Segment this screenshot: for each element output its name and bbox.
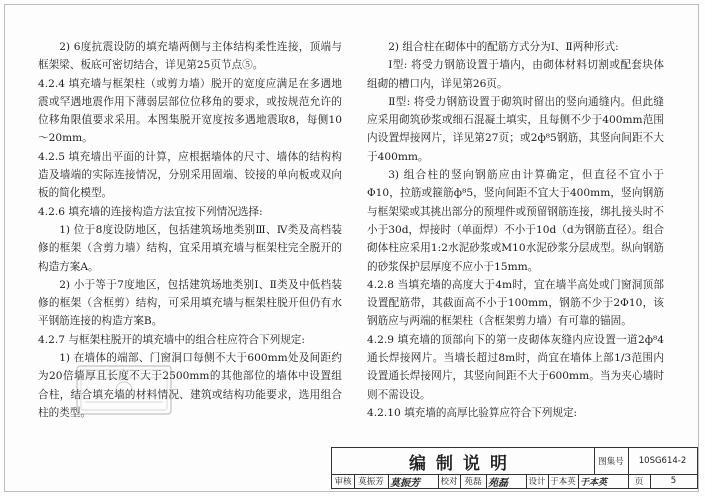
reviewer-name: 莫振芳: [358, 477, 384, 487]
designer-name: 于本英: [550, 477, 576, 487]
atlas-number-label: 图集号: [598, 457, 624, 467]
paragraph-l2: 4.2.5 填充墙出平面的计算，应根据墙体的尺寸、墙体的结构构造及墙端的实际连接情况，分别采用固端、铰接的单向板或双向板的简化模型。: [38, 150, 342, 200]
right-column: [367, 38, 664, 422]
title-block-top-row: [332, 448, 697, 475]
atlas-number: 10SG614-2: [638, 456, 687, 466]
review-label: 审核: [334, 477, 352, 487]
checker-name: 苑磊: [464, 477, 482, 487]
page-label: 页: [634, 477, 644, 487]
title-block: [331, 447, 698, 489]
divider: [578, 474, 579, 488]
paragraph-r0: 2) 组合柱在砌体中的配筋方式分为Ⅰ、Ⅱ两种形式:: [388, 41, 619, 53]
divider: [486, 474, 487, 488]
drawing-title: 编制说明: [409, 453, 517, 474]
page-number: 5: [670, 476, 677, 486]
paragraph-r2: Ⅱ型: 将受力钢筋设置于砌筑时留出的竖向通缝内。但此缝应采用砌筑砂浆或细石混凝土填实，且每侧不少于400mm范围内设置焊接网片，详见第27页；或2ф⁸5钢筋，其竖向间距不大于400mm。: [367, 95, 664, 163]
paragraph-r5: 4.2.9 填充墙的顶部向下的第一皮砌体灰缝内应设置一道2ф⁸4通长焊接网片。当墙长超过8m时，尚宜在墙体上部1/3范围内设置通长焊接网片，其竖向间距不大于600mm。当为夹心墙时则不需设设。: [367, 333, 664, 401]
paragraph-l6: 4.2.7 与框架柱脱开的填充墙中的组合柱应符合下列规定:: [38, 333, 305, 346]
approval-stamp-icon: [75, 364, 173, 416]
check-label: 校对: [440, 477, 458, 487]
paragraph-l7: 1) 在墙体的端部、门窗洞口每侧不大于600mm处及间距约为20倍墙厚且长度不大于2500mm的其他部位的墙体中设置组合柱，结合填充墙的材料情况、建筑或结构功能要求，选用组合柱的类型。: [38, 352, 342, 419]
reviewer-signature: 莫振芳: [390, 477, 420, 489]
paragraph-r6: 4.2.10 填充墙的高厚比验算应符合下列规定:: [367, 406, 578, 419]
designer-signature: 于本英: [580, 477, 608, 488]
paragraph-l4: 1) 位于8度设防地区，包括建筑场地类别Ⅲ、Ⅳ类及高档装修的框架（含剪力墙）结构，宜采用填充墙与框架柱完全脱开的构造方案A。: [38, 223, 342, 273]
paragraph-l3: 4.2.6 填充墙的连接构造方法宜按下列情况选择:: [38, 205, 263, 218]
divider: [388, 474, 389, 488]
paragraph-l1: 4.2.4 填充墙与框架柱（或剪力墙）脱开的宽度应满足在多遇地震或罕遇地震作用下薄弱层部位位移角的要求，或按规范允许的位移角限值要求采用。本图集脱开宽度按多遇地震取8，每侧10～20mm。: [38, 77, 342, 145]
paragraph-r4: 4.2.8 当填充墙的高度大于4m时，宜在墙半高处或门窗洞顶部设置配筋带，其截面高不小于100mm，钢筋不少于2Φ10，该钢筋应与两端的框架柱（含框架剪力墙）有可靠的锚固。: [367, 278, 664, 328]
paragraph-l0: 2) 6度抗震设防的填充墙两侧与主体结构柔性连接，顶端与框架梁、板底可密切结合，详见第25页节点⑤。: [38, 41, 342, 72]
paragraph-l5: 2) 小于等于7度地区，包括建筑场地类别Ⅰ、Ⅱ类及中低档装修的框架（含框剪）结构，可采用填充墙与框架柱脱开但仍有水平钢筋连接的构造方案B。: [38, 278, 342, 328]
checker-signature: 苑磊: [488, 477, 508, 489]
design-label: 设计: [528, 477, 546, 487]
paragraph-r3: 3) 组合柱的竖向钢筋应由计算确定，但直径不宜小于Φ10，拉筋或箍筋ф⁸5，竖向间距不宜大于400mm，竖向钢筋与框架梁或其挑出部分的预埋件或预留钢筋连接，绑扎接头时不小于30d，焊接时（单面焊）不小于10d（d为钢筋直径）。组合砌体柱应采用1:2水泥砂浆或M10水泥砂浆分层成型。纵向钢筋的砂浆保护层厚度不应小于15mm。: [367, 169, 664, 273]
paragraph-r1: Ⅰ型: 将受力钢筋设置于墙内，由砌体材料切割或配套块体组砌的槽口内，详见第26页。: [367, 59, 664, 90]
